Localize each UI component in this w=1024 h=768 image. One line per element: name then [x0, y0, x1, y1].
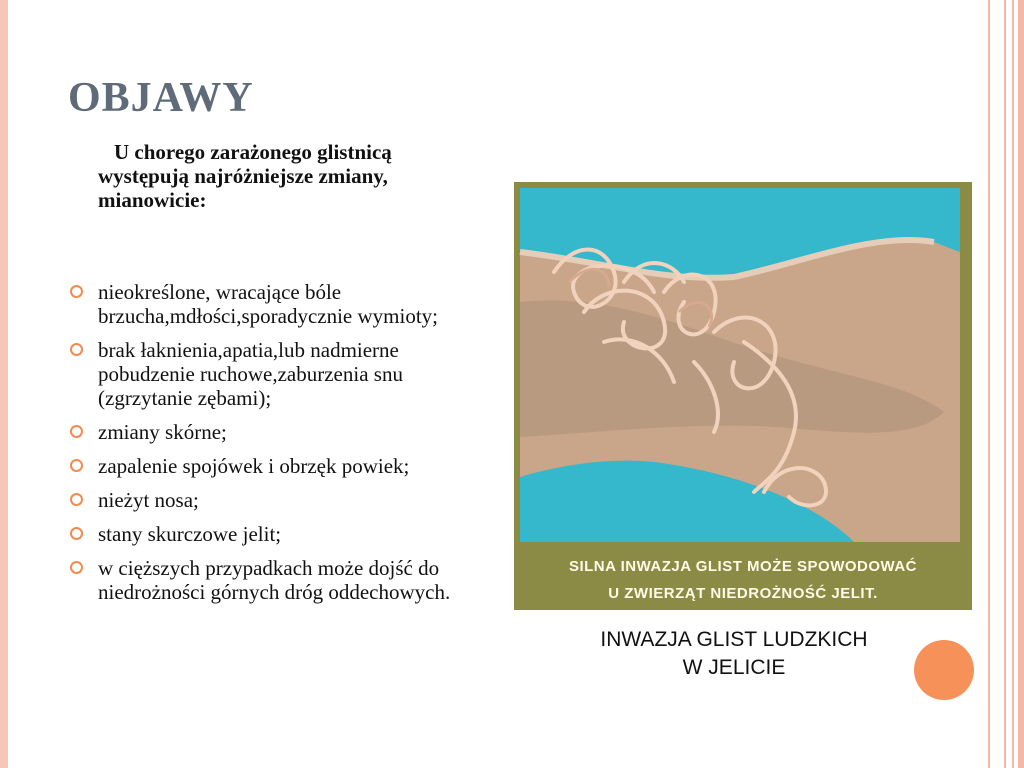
image-caption-line2: U ZWIERZĄT NIEDROŻNOŚĆ JELIT. [608, 585, 878, 602]
right-border-stripes [984, 0, 1024, 768]
list-item [70, 522, 470, 546]
list-item [70, 454, 470, 478]
bullet-circle-icon [70, 493, 83, 506]
bullet-circle-icon [70, 459, 83, 472]
slide-title: OBJAWY [68, 75, 254, 121]
caption-line-2: W JELICIE [682, 656, 786, 679]
list-item [70, 420, 470, 444]
image-caption-line1: SILNA INWAZJA GLIST MOŻE SPOWODOWAĆ [568, 558, 918, 575]
list-item-text: brak łaknienia,apatia,lub nadmierne pobudzenie ruchowe,zaburzenia snu (zgrzytanie zębami); [98, 338, 403, 410]
bullet-circle-icon [70, 425, 83, 438]
symptom-list [70, 280, 470, 614]
bullet-circle-icon [70, 343, 83, 356]
list-item-text: w cięższych przypadkach może dojść do niedrożności górnych dróg oddechowych. [98, 556, 451, 604]
list-item [70, 556, 470, 604]
list-item-text: zapalenie spojówek i obrzęk powiek; [98, 454, 410, 478]
decorative-orange-circle [914, 640, 974, 700]
list-item-text: zmiany skórne; [98, 420, 227, 444]
list-item-text: nieżyt nosa; [98, 488, 199, 512]
bullet-circle-icon [70, 285, 83, 298]
image-caption [560, 626, 908, 682]
list-item-text: stany skurczowe jelit; [98, 522, 282, 546]
list-item-text: nieokreślone, wracające bóle brzucha,mdłości,sporadycznie wymioty; [98, 280, 438, 328]
caption-line-1: INWAZJA GLIST LUDZKICH [600, 628, 868, 651]
list-item [70, 338, 470, 410]
list-item [70, 280, 470, 328]
bullet-circle-icon [70, 527, 83, 540]
bullet-circle-icon [70, 561, 83, 574]
worms-intestine-photo [514, 182, 972, 610]
left-border-stripe [0, 0, 8, 768]
list-item [70, 488, 470, 512]
intro-text: U chorego zarażonego glistnicą występują najróżniejsze zmiany, mianowicie: [98, 140, 392, 212]
